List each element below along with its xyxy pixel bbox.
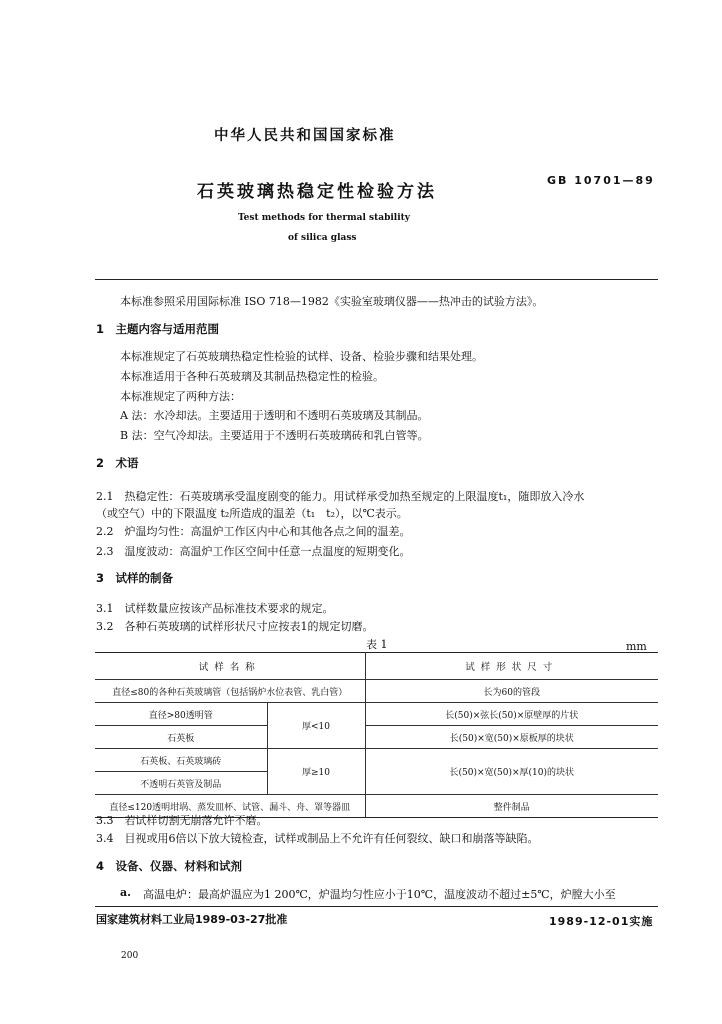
term-2-2: 2.2 炉温均匀性：高温炉工作区内中心和其他各点之间的温差。 [96, 525, 411, 538]
table-cell: 厚≥10 [267, 749, 365, 795]
table-header-name: 试样名称 [95, 653, 365, 680]
term-2-1-continued: （或空气）中的下限温度 t₂所造成的温差（t₁ t₂），以℃表示。 [96, 507, 408, 520]
section-4-heading: 4 设备、仪器、材料和试剂 [96, 859, 243, 873]
table-cell: 直径>80透明管 [95, 703, 267, 726]
table-cell: 直径≤80的各种石英玻璃管（包括锅炉水位表管、乳白管） [95, 680, 365, 703]
table-unit: mm [626, 640, 647, 653]
table-cell: 长为60的管段 [365, 680, 658, 703]
term-2-1: 2.1 热稳定性：石英玻璃承受温度剧变的能力。用试样承受加热至规定的上限温度t₁，随即放入冷水 [96, 490, 585, 503]
english-title-line-1: Test methods for thermal stability [238, 213, 411, 223]
table-caption: 表 1 [366, 638, 388, 651]
clause-3-4: 3.4 目视或用6倍以下放大镜检查，试样或制品上不允许有任何裂纹、缺口和崩落等缺陷。 [96, 832, 539, 845]
section-1-line: A 法：水冷却法。主要适用于透明和不透明石英玻璃及其制品。 [120, 409, 429, 422]
section-1-line: 本标准规定了两种方法： [120, 390, 241, 403]
section-2-heading: 2 术语 [96, 456, 139, 470]
english-title-line-2: of silica glass [288, 233, 357, 243]
document-number: GB 10701—89 [547, 174, 655, 187]
table-cell: 石英板 [95, 726, 267, 749]
standard-title: 中华人民共和国国家标准 [214, 128, 396, 144]
section-1-heading: 1 主题内容与适用范围 [96, 322, 220, 336]
section-1-line: B 法：空气冷却法。主要适用于不透明石英玻璃砖和乳白管等。 [120, 429, 429, 442]
table-cell: 厚<10 [267, 703, 365, 749]
item-a-text: 高温电炉：最高炉温应为1 200℃，炉温均匀性应小于10℃，温度波动不超过±5℃，炉膛大小至 [143, 888, 616, 901]
page-number: 200 [121, 951, 139, 961]
table-header-shape: 试样形状尺寸 [365, 653, 658, 680]
section-1-line: 本标准规定了石英玻璃热稳定性检验的试样、设备、检验步骤和结果处理。 [120, 350, 483, 363]
clause-3-3: 3.3 若试样切割无崩落允许不磨。 [96, 814, 268, 827]
clause-3-2: 3.2 各种石英玻璃的试样形状尺寸应按表1的规定切磨。 [96, 620, 374, 633]
header-rule [95, 279, 658, 280]
table-cell: 整件制品 [365, 795, 658, 818]
intro-paragraph: 本标准参照采用国际标准 ISO 718—1982《实验室玻璃仪器——热冲击的试验方法》。 [120, 295, 544, 308]
item-a-label: a. [120, 886, 131, 899]
section-3-heading: 3 试样的制备 [96, 571, 174, 585]
table-cell: 直径≤120透明坩埚、蒸发皿杯、试管、漏斗、舟、罩等器皿 [95, 795, 365, 818]
table-cell: 长(50)×宽(50)×原板厚的块状 [365, 726, 658, 749]
footer-rule [95, 906, 658, 907]
table-cell: 长(50)×宽(50)×厚(10)的块状 [365, 749, 658, 795]
term-2-3: 2.3 温度波动：高温炉工作区空间中任意一点温度的短期变化。 [96, 545, 411, 558]
document-title: 石英玻璃热稳定性检验方法 [197, 182, 437, 202]
implementation-date: 1989-12-01实施 [549, 915, 654, 928]
approval-note: 国家建筑材料工业局1989-03-27批准 [96, 913, 288, 926]
clause-3-1: 3.1 试样数量应按该产品标准技术要求的规定。 [96, 602, 334, 615]
section-1-line: 本标准适用于各种石英玻璃及其制品热稳定性的检验。 [120, 370, 384, 383]
table-cell: 石英板、石英玻璃砖 [95, 749, 267, 772]
table-cell: 长(50)×弦长(50)×原壁厚的片状 [365, 703, 658, 726]
table-1 [95, 652, 658, 818]
table-cell: 不透明石英管及制品 [95, 772, 267, 795]
